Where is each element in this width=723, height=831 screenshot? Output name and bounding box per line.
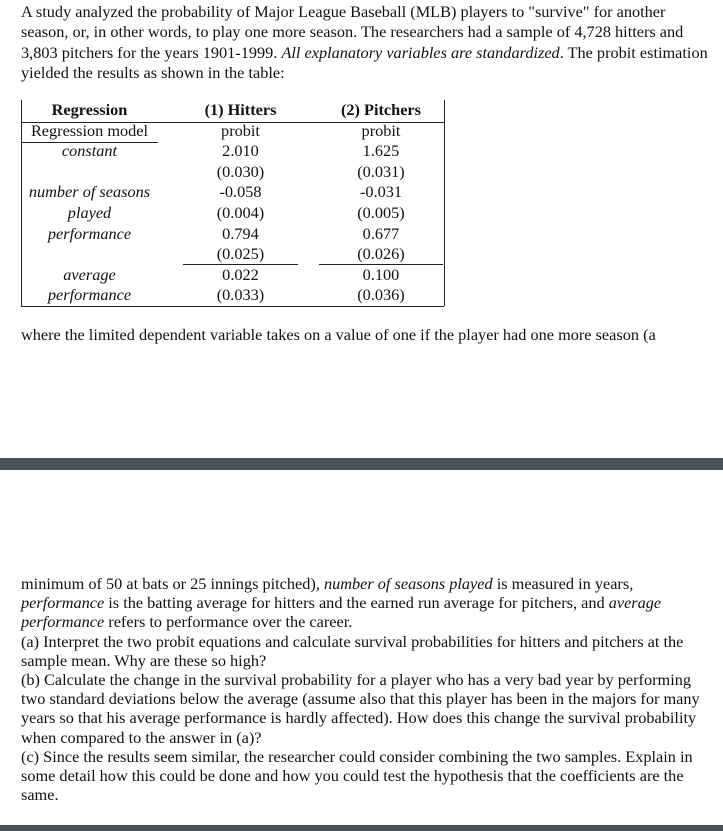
pitchers-value: (0.031) <box>357 161 405 181</box>
pitchers-value: (0.036) <box>357 285 405 305</box>
row-label-seasons: number of seasons <box>28 182 151 202</box>
row-label-model: Regression model <box>30 120 149 140</box>
hitters-value: (0.033) <box>216 285 265 305</box>
probit-results-table <box>21 100 444 306</box>
row-label-average: average <box>63 264 116 284</box>
row-label-performance: performance <box>47 223 132 243</box>
definitions-term: average performance <box>21 593 662 632</box>
page-divider-bottom <box>0 825 723 831</box>
hitters-model: probit <box>221 120 260 140</box>
table-column-pitchers <box>319 100 443 306</box>
hitters-value: (0.004) <box>216 202 265 222</box>
table-rule-bottom <box>21 306 444 307</box>
pitchers-model: probit <box>361 120 401 140</box>
question-c: (c) Since the results seem similar, the researcher could consider combining the two samples. Explain in some detail how this could be done and how you could test the hypothesis that the coefficients are the same. <box>21 746 693 805</box>
row-label-average-cont: performance <box>47 285 132 305</box>
table-note: where the limited dependent variable takes on a value of one if the player had one more season (a <box>21 325 656 344</box>
definitions-term: number of seasons played <box>323 574 493 593</box>
definitions-paragraph <box>21 574 711 632</box>
pitchers-value: (0.005) <box>357 202 405 222</box>
pitchers-value: 1.625 <box>362 141 400 161</box>
pitchers-value: 0.677 <box>362 223 400 243</box>
hitters-value: (0.025) <box>216 244 265 264</box>
definitions-term: performance <box>21 593 105 613</box>
definitions-text: is the batting average for hitters and the earned run average for pitchers, and <box>104 593 609 613</box>
table-column-hitters <box>183 100 298 306</box>
table-header-regression: Regression <box>51 100 128 119</box>
definitions-text: refers to performance over the career. <box>104 612 353 632</box>
intro-paragraph <box>21 2 711 83</box>
table-header-hitters: (1) Hitters <box>204 100 277 119</box>
table-border-right <box>444 100 445 306</box>
table-column-labels <box>21 100 158 306</box>
page-bottom <box>0 470 723 825</box>
hitters-value: -0.058 <box>219 182 262 202</box>
question-a: (a) Interpret the two probit equations and calculate survival probabilities for hitters and pitchers at the sample mean. Why are these so high? <box>21 631 684 670</box>
definitions-text: is measured in years, <box>492 574 634 593</box>
hitters-value: 0.794 <box>222 223 259 243</box>
question-b: (b) Calculate the change in the survival probability for a player who has a very bad year by performing two standard deviations below the average (assume also that this player has been in the majors for many years so that his average performance is hardly affected). How does this change the survival probability when compared to the answer in (a)? <box>21 670 700 747</box>
definitions-text: minimum of 50 at bats or 25 innings pitched), <box>21 574 324 593</box>
row-label-seasons-cont: played <box>67 202 112 222</box>
hitters-value: 0.022 <box>222 264 259 284</box>
pitchers-value: (0.026) <box>357 244 405 264</box>
pitchers-value: -0.031 <box>359 182 403 202</box>
intro-italic-text: All explanatory variables are standardized <box>281 42 560 62</box>
pitchers-value: 0.100 <box>362 264 400 284</box>
questions-block <box>21 574 711 804</box>
intro-text: A study analyzed the probability of Major League Baseball (MLB) players to "survive" for another season, or, in other words, to play one more season. The researchers had a sample of 4,728 hitters and 3,803 pitchers for the years 1901-1999. <box>21 2 684 62</box>
hitters-value: (0.030) <box>216 161 265 181</box>
page-divider <box>0 458 723 470</box>
table-header-pitchers: (2) Pitchers <box>340 100 421 119</box>
intro-text-end: . The probit estimation yielded the results as shown in the table: <box>21 42 708 82</box>
hitters-value: 2.010 <box>222 141 259 161</box>
row-label-constant: constant <box>61 141 118 161</box>
